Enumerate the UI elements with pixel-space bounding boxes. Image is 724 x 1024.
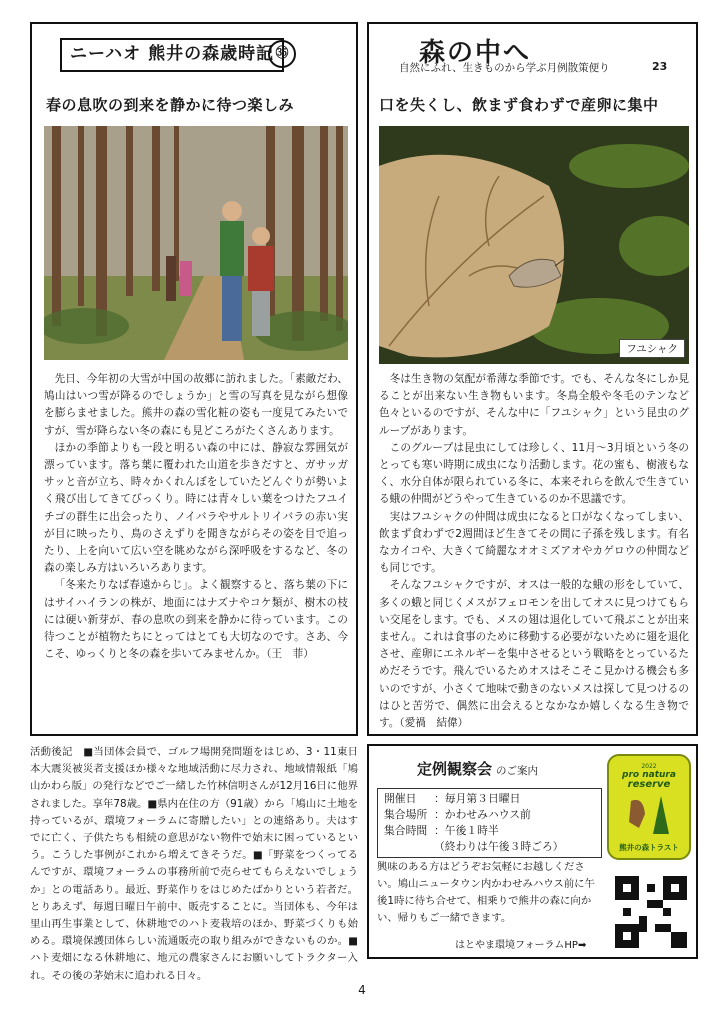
event-row: 開催日 ：毎月第３日曜日 (384, 792, 521, 805)
event-row: （終わりは午後３時ごろ） (434, 840, 564, 853)
left-headline: 春の息吹の到来を静かに待つ楽しみ (46, 96, 295, 114)
paragraph: 実はフユシャクの仲間は成虫になると口がなくなってしまい、飲まず食わずで2週間ほど生きてその間に子孫を残します。有名なカイコや、大きくて綺麗なオオミズアオやカゲロウの仲間なども同じです。 (379, 510, 689, 575)
forest-photo (44, 126, 348, 360)
paragraph: 「冬来たりなば春遠からじ」。よく観察すると、落ち葉の下にはサイハイランの株が、地面にはナズナやコケ類が、樹木の枝には硬い新芽が、春の息吹の到来を静かに待っています。この待つことが植物たちにとってはとても大切なのです。さあ、今こそ、ゆっくりと冬の森を歩いてみませんか。（王 菲） (44, 579, 348, 661)
column-kumai-forest (30, 22, 358, 736)
right-article (379, 371, 689, 732)
event-row: 集合時間 ：午後１時半 (384, 824, 499, 837)
column-subtitle: 自然にふれ、生きものから学ぶ月例散策便り (399, 62, 610, 74)
left-article (44, 371, 348, 663)
event-row: 集合場所 ：かわせみハウス前 (384, 808, 531, 821)
issue-number: 23 (652, 60, 668, 73)
column-into-the-forest (367, 22, 698, 736)
badge-line2: reserve (627, 779, 671, 790)
badge-year: 2022 (641, 763, 657, 770)
paragraph: ほかの季節よりも一段と明るい森の中には、静寂な雰囲気が漂っています。落ち葉に覆われた山道を歩きだすと、ガサッガサッと音が立ち、時々かくれんぼをしていたどんぐりが勢いよく飛び出してきてびっくり。時には青々しい葉をつけたフユイチゴの群生に出会ったり、ノイバラやサルトリイバラの赤い実が目に映ったり、鳥のさえずりを聞きながらその姿を目で追ったり、上を向いて広い空を眺めながら深呼吸をするなど、冬の森の楽しみ方はいろいろあります。 (44, 441, 348, 575)
badge-line1: pro natura (622, 770, 676, 780)
paragraph: 冬は生き物の気配が希薄な季節です。でも、そんな冬にしか見ることが出来ない生き物もいます。冬鳥全般や冬毛のテンなど色々といるのですが、そんな中に「フユシャク」という昆虫のグループがあります。 (379, 373, 689, 437)
series-title: ニーハオ 熊井の森歳時記 (60, 38, 284, 72)
photo-caption: フユシャク (619, 339, 685, 358)
observation-event-box (367, 744, 698, 959)
moth-photo (379, 126, 689, 364)
column-title: 森の中へ (419, 38, 532, 68)
right-headline: 口を失くし、飲まず食わずで産卵に集中 (379, 96, 659, 114)
qr-code-icon[interactable] (615, 876, 687, 948)
event-details (377, 788, 602, 858)
activity-log: 活動後記 ■当団体会員で、ゴルフ場開発問題をはじめ、3・11東日本大震災被災者支援ほか様々な地域活動に尽力され、地域情報紙「鳩山かわら版」の発行などでご一緒した竹林信明さんが12月16日に他界されました。享年78歳。■県内在住の方（91歳）から「鳩山に土地を持っているが、環境フォーラムに寄贈したい」との連絡あり。夫はすでに亡く、子供たちも相続の意思がない物件で始末に困っているという。こうした事例がこれから増えてきそうだ。■「野菜をつくってるんですが、環境フォーラムの事務所前で売らせてもらえないでしょうか」との電話あり。最近、野菜作りをはじめたばかりという若者だ。とりあえず、毎週日曜日午前中、販売することに。当団体も、今年は里山再生事業として、休耕地でのハト麦栽培のほか、野菜づくりも始める。環境保護団体らしい流通販売の取り組みができないものか。■ハト麦畑になる休耕地に、地元の農家さんにお願いしてトラクター入れ。その後の茅始末に追われる日々。 (30, 746, 358, 982)
page-number: 4 (358, 983, 366, 997)
event-note: 興味のある方はどうぞお気軽にお越しください。鳩山ニュータウン内かわせみハウス前に午後1時に待ち合せて、相乗りで熊井の森に向かい、帰りもご一緒できます。 (377, 861, 595, 924)
hawk-icon (629, 800, 645, 828)
paragraph: そんなフユシャクですが、オスは一般的な蛾の形をしていて、多くの蛾と同じくメスがフェロモンを出してオスに見つけてもらい交尾をします。でも、メスの翅は退化していて飛ぶことが出来ません。これは食事のために移動する必要がないために翅を退化させ、産卵にエネルギーを集中させるという戦略をとっているためだそうです。飛んでいるためオスはそこそこ見かける機会も多いのですが、小さくて地味で動きのないメスは探して見つけるのはひと苦労で、偶然に出会えるとなかなか嬉しくなる生き物です。（愛禍 結偉） (379, 579, 689, 730)
paragraph: 先日、今年初の大雪が中国の故郷に訪れました。「素敵だわ、鳩山はいつ雪が降るのでしょうか」と雪の写真を見ながら想像を膨らませました。熊井の森の雪化粧の姿も一度見てみたいですが、雪が降らない冬の森にも見どころがたくさんあります。 (44, 373, 348, 437)
pro-natura-badge (607, 754, 691, 860)
paragraph: このグループは昆虫にしては珍しく、11月～3月頃という冬のとっても寒い時期に成虫になり活動します。花の蜜も、樹液もなく、水分自体が限られている冬に、本来それらを飲んで生きている蛾の仲間がどうやって生きているのか不思議です。 (379, 441, 689, 506)
homepage-link[interactable]: はとやま環境フォーラムHP➡ (455, 940, 587, 951)
series-number: ㉟ (268, 40, 296, 68)
event-title: 定例観察会 のご案内 (417, 760, 539, 778)
badge-org: 熊井の森トラスト (619, 843, 679, 852)
